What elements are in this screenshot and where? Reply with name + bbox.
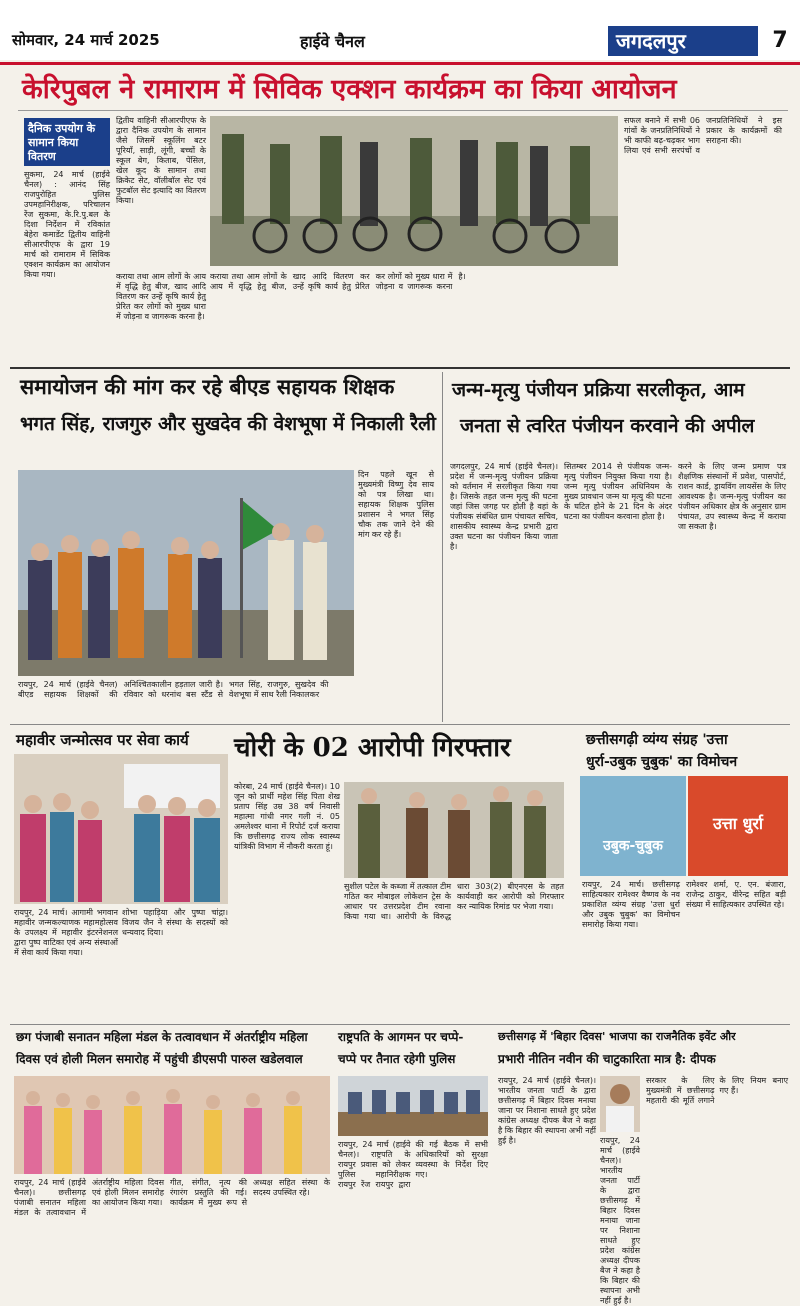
story8-headline-line2: चप्पे पर तैनात रहेगी पुलिस — [338, 1052, 456, 1066]
story1-body-mid: द्वितीय वाहिनी सीआरपीएफ के द्वारा दैनिक उपयोग के सामान जैसे जिसमें स्कूलिंग बटर पूरियाँ, साड़ी, लूंगी, बच्चों के स्कूल बेग, किताब, पेंसिल, खेल कूद के सामान तथा क्रिकेट सेट, वॉलीबॉल सेट एवं फुटबॉल सेट इत्यादि का वितरण किया। — [116, 116, 206, 205]
story2-headline-line1: समायोजन की मांग कर रहे बीएड सहायक शिक्षक — [20, 374, 395, 399]
story7-headline-line2: दिवस एवं होली मिलन समारोह में पहुंची डीएसपी पारुल खडेलवाल — [16, 1052, 303, 1066]
section-divider-2 — [10, 724, 790, 725]
story9-text2: सरकार के लिए मुख्यमंत्री में छत्तीसगढ़ महतारी की मूर्ति लगाने के लिए नियम बनाए गए हैं। — [646, 1076, 788, 1105]
story8-text: रायपुर, 24 मार्च (हाईवे चैनल)। राष्ट्रपति के रायपुर प्रवास को लेकर पुलिस महानिरीक्षक रायपुर रेंज रायपुर द्वारा की गई बैठक में सभी अधिकारियों को सुरक्षा व्यवस्था के निर्देश दिए गए। — [338, 1140, 488, 1189]
story2-photo — [18, 470, 354, 676]
book1-title: उबुक-चुबुक — [603, 838, 663, 854]
section-divider-3 — [10, 1024, 790, 1025]
story4-text2: शोभा पहाड़िया और पुष्पा चांद्गा। विजय जैन ने संस्था के सदस्यों को धन्यवाद दिया। — [122, 908, 228, 937]
story3-col1: जगदलपुर, 24 मार्च (हाईवे चैनल)। प्रदेश में जन्म-मृत्यु पंजीयन प्रक्रिया को वर्तमान में सरलीकृत किया गया है। जिसके तहत जन्म मृत्यु की घटना जहां जिस जगह पर होती है वहां के पंजीयक संबंधित ग्राम पंचायत सचिव, शासकीय स्वास्थ्य केन्द्र प्रभारी द्वारा उक्त घटना का पंजीयन किया जाता है। — [450, 462, 558, 551]
story8-headline-line1: राष्ट्रपति के आगमन पर चप्पे- — [338, 1030, 464, 1044]
story9-text-narrow: रायपुर, 24 मार्च (हाईवे चैनल)। भारतीय जनता पार्टी के द्वारा छत्तीसगढ़ में बिहार दिवस मनाया जाना पर निशाना साधते हुए प्रदेश कांग्रेस अध्यक्ष दीपक बैज ने कहा है कि बिहार की स्थापना अभी नहीं हुई है। — [600, 1136, 640, 1305]
story4-text: रायपुर, 24 मार्च। आगामी भगवान महावीर जन्मकल्याणक महामहोत्सव के उपलक्ष्य में महावीर इंटरनेशनल द्वारा पुष्प वाटिका एवं अन्य संस्थाओं में सेवा कार्य किया गया। — [14, 908, 118, 957]
story5-photo — [344, 782, 564, 878]
story2-headline-line2: भगत सिंह, राजगुरु और सुखदेव की वेशभूषा में निकाली रैली — [20, 413, 436, 435]
header-rule — [0, 62, 800, 65]
story2-bottom-text: रायपुर, 24 मार्च (हाईवे चैनल) बीएड सहायक शिक्षकों की अनिश्चितकालीन हड़ताल जारी है। रविवार को धरनांथ बस स्टैंड से भगत सिंह, राजगुरु, सुखदेव की वेशभूषा में साथ रैली निकालकर — [18, 680, 329, 699]
column-divider — [442, 372, 443, 722]
issue-date: सोमवार, 24 मार्च 2025 — [12, 31, 160, 49]
story3-col2: सितम्बर 2014 से पंजीयक जन्म-मृत्यु पंजीयन नियुक्त किया गया है। जन्म मृत्यु पंजीयन अधिनियम के मुख्य प्रावधान जन्म या मृत्यु की घटना के घटित होने के 21 दिन के अंदर घटना का पंजीयन करवाना होता है। — [564, 462, 672, 521]
section-divider — [10, 367, 790, 369]
story3-col3: करने के लिए जन्म प्रमाण पत्र शैक्षणिक संस्थानों में प्रवेश, पासपोर्ट, राशन कार्ड, ड्रायविंग लायसेंस के लिए आवश्यक है। जन्म-मृत्यु पंजीयन का पंजीयन अधिकार क्षेत्र के अनुसार ग्राम पंचायत, उप स्वास्थ्य केन्द्र में कराया जा सकता है। — [678, 462, 786, 531]
story7-text: रायपुर, 24 मार्च (हाईवे चैनल)। छत्तीसगढ़ पंजाबी सनातन महिला मंडल के तत्वावधान में अंतर्राष्ट्रीय महिला दिवस एवं होली मिलन समारोह का आयोजन किया गया। — [14, 1178, 164, 1217]
story1-body-bottom: कराया तथा आम लोगों के आय में वृद्धि हेतु बीज, खाद आदि वितरण कर उन्हें कृषि कार्य हेतु प्रेरित कर लोगों को मुख्य धारा में जोड़ना व जागरूक करना है। — [210, 272, 466, 291]
story5-text-top: कोरबा, 24 मार्च (हाईवे चैनल)। 10 जून को प्रार्थी महेश सिंह पिता शेख प्रताप सिंह उम्र 38 वर्ष निवासी महात्मा गांधी नगर गली नं. 05 अमलेश्वर थाना में रिपोर्ट दर्ज कराया कि छत्तीसगढ़ राज्य लोक स्वास्थ्य यांत्रिकी विभाग में नौकरी करता हूं। — [234, 782, 340, 851]
story1-body-right: सफल बनाने में सभी 06 गांवों के जनप्रतिनिधियों ने भी काफी बढ़-चढ़कर भाग लिया एवं सभी सरपंचों व जनप्रतिनिधियों ने इस प्रकार के कार्यक्रमों की सराहना की। — [624, 116, 782, 155]
story1-body-mid2: कराया तथा आम लोगों के आय में वृद्धि हेतु बीज, खाद आदि वितरण कर उन्हें कृषि कार्य हेतु प्रेरित कर लोगों को मुख्य धारा में जोड़ना व जागरूक करना है। — [116, 272, 206, 321]
story1-body-left: सुकमा, 24 मार्च (हाईवे चैनल) : आनंद सिंह राजपुरोहित पुलिस उपमहानिरीक्षक, परिचालन रेंज सुकमा, के.रि.पु.बल के दिशा निर्देशन में रविकांत बेहेरा कमाडेंट द्वितीय वाहिनी सीआरपीएफ के द्वारा 19 मार्च को रामाराम में सिविक एक्शन कार्यक्रम का आयोजन किया गया। — [24, 170, 110, 279]
story6-headline-line2: धुर्रा-उबुक चुबुक' का विमोचन — [586, 754, 738, 770]
book-cover-utta-dhurra — [688, 776, 788, 876]
story6-text: रायपुर, 24 मार्च। छत्तीसगढ़ साहित्यकार रामेश्वर वैष्णव के नव प्रकाशित व्यंग्य संग्रह 'उत्ता धुर्रा और उबुक चुबुक' का विमोचन समारोह किया गया। — [582, 880, 680, 929]
story6-headline-line1: छत्तीसगढ़ी व्यंग्य संग्रह 'उत्ता — [586, 732, 728, 748]
story7-headline-line1: छग पंजाबी सनातन महिला मंडल के तत्वावधान में अंतर्राष्ट्रीय महिला — [16, 1030, 308, 1044]
story8-photo — [338, 1076, 488, 1136]
story1-kicker: दैनिक उपयोग के सामान किया वितरण — [24, 118, 110, 166]
paper-name: हाईवे चैनल — [300, 32, 365, 51]
story3-headline-line2: जनता से त्वरित पंजीयन करवाने की अपील — [460, 415, 755, 437]
story1-rule — [18, 110, 788, 111]
story9-headline-line1: छत्तीसगढ़ में 'बिहार दिवस' भाजपा का राजनैतिक इवेंट और — [498, 1030, 736, 1043]
story4-photo — [14, 754, 228, 904]
story6-text2: रामेश्वर शर्मा, ए. एन. बंजारा, राजेन्द्र ठाकुर, वीरेन्द्र सहित बड़ी संख्या में साहित्यकार उपस्थित रहे। — [686, 880, 786, 909]
story9-headline-line2: प्रभारी नीतिन नवीन की चाटुकारिता मात्र है: दीपक — [498, 1052, 716, 1066]
page-number: 7 — [772, 28, 788, 53]
city-banner: जगदलपुर — [608, 26, 758, 56]
story4-headline: महावीर जन्मोत्सव पर सेवा कार्य — [16, 731, 189, 749]
story9-text: रायपुर, 24 मार्च (हाईवे चैनल)। भारतीय जनता पार्टी के द्वारा छत्तीसगढ़ में बिहार दिवस मनाया जाना पर निशाना साधते हुए प्रदेश कांग्रेस अध्यक्ष दीपक बैज ने कहा है कि बिहार की स्थापना अभी नहीं हुई है। — [498, 1076, 596, 1145]
book-cover-ubuk-chubuk — [580, 776, 686, 876]
story7-photo — [14, 1076, 330, 1174]
story1-headline: केरिपुबल ने रामाराम में सिविक एक्शन कार्यक्रम का किया आयोजन — [22, 74, 677, 105]
story5-headline: चोरी के 02 आरोपी गिरफ्तार — [234, 733, 511, 763]
story5-text-bottom: सुशील पटेल के कब्जा में तत्काल टीम गठित कर मोबाइल लोकेशन ट्रेस के आधार पर उत्तरप्रदेश टीम रवाना किया गया था। आरोपी के विरुद्ध धारा 303(2) बीएनएस के तहत कार्यवाही कर आरोपी को गिरफ्तार कर न्यायिक रिमांड पर भेजा गया। — [344, 882, 564, 921]
story2-side-text: दिन पहले खून से मुख्यमंत्री विष्णु देव साय को पत्र लिखा था। सहायक शिक्षक पुलिस प्रशासन ने भगत सिंह चौक तक जाने देने की मांग कर रहे हैं। — [358, 470, 434, 539]
story3-headline-line1: जन्म-मृत्यु पंजीयन प्रक्रिया सरलीकृत, आम — [452, 379, 745, 401]
story7-text2: गीत, संगीत, नृत्य की रंगारंग प्रस्तुति की गई। कार्यक्रम में मुख्य रूप से अध्यक्ष सहित संस्था के सदस्य उपस्थित रहे। — [170, 1178, 330, 1207]
story1-photo — [210, 116, 618, 266]
story9-portrait — [600, 1076, 640, 1132]
book2-title: उत्ता धुर्रा — [712, 814, 764, 833]
